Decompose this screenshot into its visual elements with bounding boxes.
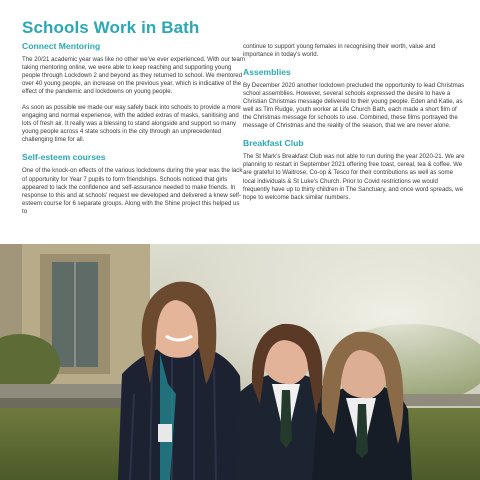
paragraph-breakfast-club-1: The St Mark's Breakfast Club was not able to run during the year 2020-21. We are planning to restart in September 2021 offering free toast, cereal, tea & coffee. We are grateful to Waitrose, Co-op & Tesco for their contributions as well as some local individuals & St Luke's Church. Prior to Covid restrictions we would frequently have up to thirty children in The Sanctuary, and once word spreads, we hope to welcome back similar numbers. — [243, 153, 465, 201]
section-heading-assemblies: Assemblies — [243, 67, 291, 78]
paragraph-assemblies-1: By December 2020 another lockdown precluded the opportunity to lead Christmas school assemblies. However, several schools expressed the desire to have a Christian Christmas message delivered to their young people. Eden and Katie, as well as Tim Rudge, youth worker at Life Church Bath, each made a short film of the Christmas message for schools to use. Combined, these films portrayed the message of Christmas and the reality of the season, that we are never alone. — [243, 82, 465, 130]
left-column — [22, 41, 246, 224]
section-heading-connect-mentoring: Connect Mentoring — [22, 41, 101, 51]
page-title: Schools Work in Bath — [22, 18, 200, 37]
paragraph-continuation: continue to support young females in recognising their worth, value and importance in today's world. — [243, 43, 436, 59]
section-heading-breakfast-club: Breakfast Club — [243, 138, 304, 149]
paragraph-mentoring-2: As soon as possible we made our way safely back into schools to provide a more engaging and normal experience, with the added extras of masks, sanitising and lots of fresh air. It really was a blessing to stand alongside and support so many young people across 4 state schools in the city through an unprecedented challenging time for all. — [22, 104, 241, 144]
paragraph-mentoring-1: The 20/21 academic year was like no other we've ever experienced. With our team taking mentoring online, we were able to keep reaching and supporting young people through Lockdown 2 and beyond as they returned to school. We mentored over 40 young people, an increase on the previous year, which is indicative of the effect of the pandemic and lockdowns on young people. — [22, 56, 246, 96]
right-column — [243, 43, 465, 210]
photo-students-laughing — [0, 244, 480, 480]
section-heading-self-esteem: Self-esteem courses — [22, 152, 106, 163]
paragraph-self-esteem-1: One of the knock-on effects of the various lockdowns during the year was the lack of opportunity for Year 7 pupils to form friendships. Schools noticed that girls appeared to lack the confidence and self-assurance needed to make friends. In response to this and at schools' request we developed and delivered a knew self-esteem course for 6 separate groups. Along with the Shine project this helped us to — [22, 167, 243, 215]
